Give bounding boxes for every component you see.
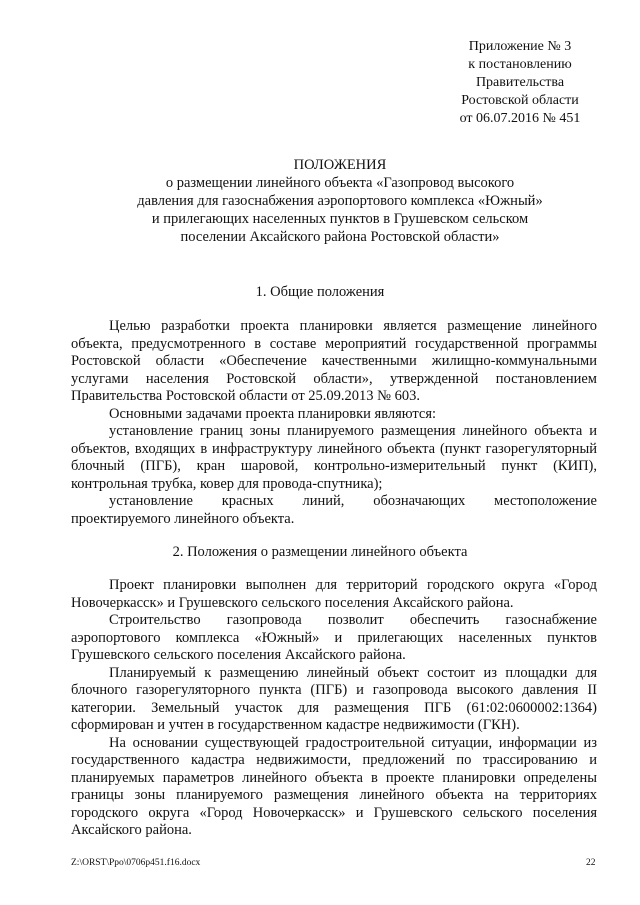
paragraph: Проект планировки выполнен для территорий городского округа «Город Новочеркасск» и Грушевского сельского поселения Аксайского района.: [71, 577, 597, 611]
title-line: поселении Аксайского района Ростовской области»: [180, 229, 500, 245]
paragraph: установление красных линий, обозначающих местоположение проектируемого линейного объекта.: [71, 493, 597, 527]
title-main: ПОЛОЖЕНИЯ: [293, 157, 387, 173]
appendix-line: Приложение № 3: [468, 39, 572, 54]
paragraph: установление границ зоны планируемого размещения линейного объекта и объектов, входящих в инфраструктуру линейного объекта (пункт газорегуляторный блочный (ПГБ), кран шаровой, контрольно-измерительный пункт (КИП), контрольная трубка, ковер для провода-спутника);: [71, 423, 597, 492]
footer-page-number: 22: [586, 858, 596, 868]
appendix-line: от 06.07.2016 № 451: [459, 111, 581, 126]
appendix-line: Правительства: [475, 75, 565, 90]
paragraph: Целью разработки проекта планировки является размещение линейного объекта, предусмотренного в составе мероприятий государственной программы Ростовской области «Обеспечение качественными жилищно-коммунальными услугами населения Ростовской области», утвержденной постановлением Правительства Ростовской области от 25.09.2013 № 603.: [71, 318, 597, 404]
appendix-line: к постановлению: [468, 57, 572, 72]
appendix-note: [420, 38, 620, 128]
section1-heading: 1. Общие положения: [255, 284, 385, 300]
title-line: и прилегающих населенных пунктов в Грушевском сельском: [151, 211, 529, 227]
paragraph: Основными задачами проекта планировки являются:: [109, 405, 437, 422]
paragraph: Строительство газопровода позволит обеспечить газоснабжение аэропортового комплекса «Южный» и прилегающих населенных пунктов Грушевского сельского поселения Аксайского района.: [71, 612, 597, 663]
title-line: о размещении линейного объекта «Газопровод высокого: [165, 175, 515, 191]
paragraph: На основании существующей градостроительной ситуации, информации из государственного кадастра недвижимости, предложений по трассированию и планируемых параметров линейного объекта в проекте планировки определены границы зоны планируемого размещения линейного объекта на территориях городского округа «Город Новочеркасск» и Грушевского сельского поселения Аксайского района.: [71, 734, 597, 838]
section1-body: [71, 318, 597, 528]
title-line: давления для газоснабжения аэропортового комплекса «Южный»: [137, 193, 543, 209]
document-title: [80, 156, 600, 246]
section2-heading: 2. Положения о размещении линейного объекта: [172, 544, 468, 560]
section2-body: [71, 577, 597, 840]
paragraph: Планируемый к размещению линейный объект состоит из площадки для блочного газорегуляторного пункта (ПГБ) и газопровода высокого давления II категории. Земельный участок для размещения ПГБ (61:02:0600002:1364) сформирован и учтен в государственном кадастре недвижимости (ГКН).: [71, 664, 597, 733]
appendix-line: Ростовской области: [461, 93, 579, 108]
footer-file-path: Z:\ORST\Ppo\0706p451.f16.docx: [71, 858, 201, 868]
